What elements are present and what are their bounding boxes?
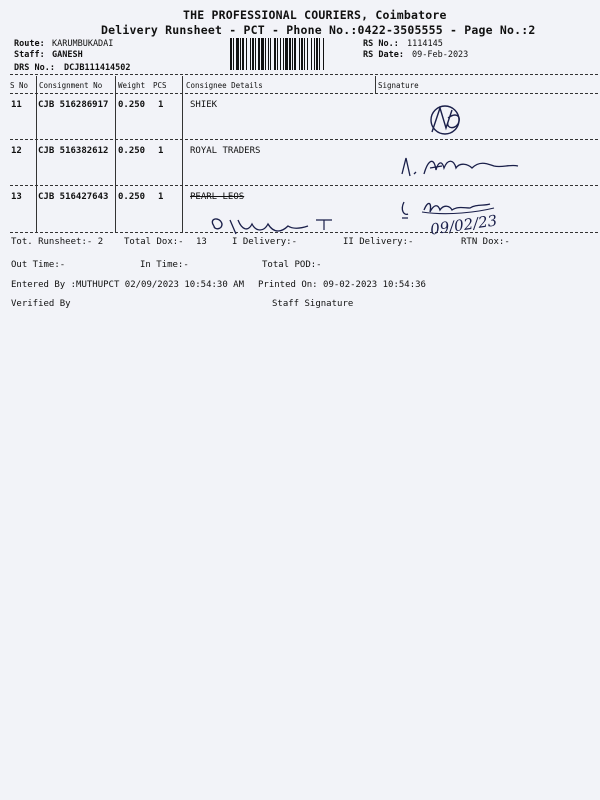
barcode-bar xyxy=(255,38,256,70)
signature-row-12 xyxy=(398,152,528,182)
row-pcs: 1 xyxy=(158,192,164,202)
barcode-bar xyxy=(252,38,254,70)
barcode-bar xyxy=(292,38,293,70)
i-delivery: I Delivery:- xyxy=(232,237,298,247)
total-dox-value: 13 xyxy=(196,237,207,247)
total-dox-label: Total Dox:- xyxy=(124,237,184,247)
row-consignee: SHIEK xyxy=(190,100,218,110)
barcode-bar xyxy=(270,38,271,70)
signature-scribble xyxy=(208,210,358,240)
row-consignee: ROYAL TRADERS xyxy=(190,146,261,156)
in-time: In Time:- xyxy=(140,260,189,270)
barcode-bar xyxy=(299,38,300,70)
barcode-bar xyxy=(261,38,264,70)
row-weight: 0.250 xyxy=(118,146,146,156)
row-consignee: PEARL LEOS xyxy=(190,192,245,202)
out-time: Out Time:- xyxy=(11,260,66,270)
barcode-bar xyxy=(236,38,239,70)
row-sno: 13 xyxy=(11,192,22,202)
barcode-bar xyxy=(258,38,260,70)
row-divider xyxy=(10,139,598,140)
rs-date-label: RS Date: xyxy=(363,50,404,60)
barcode-bar xyxy=(316,38,318,70)
col-consignment: Consignment No xyxy=(39,81,103,90)
rtn-dox: RTN Dox:- xyxy=(461,237,510,247)
runsheet-subtitle: Delivery Runsheet - PCT - Phone No.:0422-3505555 - Page No.:2 xyxy=(101,23,536,37)
barcode-bar xyxy=(311,38,312,70)
barcode-bar xyxy=(240,38,241,70)
col-signature: Signature xyxy=(378,81,419,90)
barcode-bar xyxy=(314,38,315,70)
barcode-image xyxy=(230,38,356,70)
handwritten-date: 09/02/23 xyxy=(429,211,499,239)
barcode-bar xyxy=(304,38,305,70)
staff-signature: Staff Signature xyxy=(272,299,354,309)
col-divider xyxy=(115,76,116,233)
row-consignment: CJB 516382612 xyxy=(38,146,109,156)
signature-row-11 xyxy=(418,102,488,142)
rs-no-label: RS No.: xyxy=(363,39,399,49)
barcode-bar xyxy=(268,38,269,70)
barcode-bar xyxy=(242,38,244,70)
row-pcs: 1 xyxy=(158,100,164,110)
staff-label: Staff: xyxy=(14,50,45,60)
barcode-bar xyxy=(277,38,278,70)
barcode-bar xyxy=(289,38,291,70)
col-divider xyxy=(375,76,376,94)
row-sno: 12 xyxy=(11,146,22,156)
barcode-bar xyxy=(283,38,284,70)
barcode-bar xyxy=(250,38,251,70)
drs-label: DRS No.: xyxy=(14,63,55,73)
rs-no-value: 1114145 xyxy=(407,39,443,49)
printed-on: Printed On: 09-02-2023 10:54:36 xyxy=(258,280,426,290)
header-divider-bottom xyxy=(10,93,598,94)
col-sno: S No xyxy=(10,81,29,90)
verified-by: Verified By xyxy=(11,299,71,309)
col-consignee: Consignee Details xyxy=(186,81,263,90)
entered-by: Entered By :MUTHUPCT 02/09/2023 10:54:30 AM xyxy=(11,280,244,290)
barcode-bar xyxy=(280,38,281,70)
barcode-bar xyxy=(307,38,308,70)
barcode-bar xyxy=(274,38,276,70)
row-pcs: 1 xyxy=(158,146,164,156)
ii-delivery: II Delivery:- xyxy=(343,237,414,247)
route-value: KARUMBUKADAI xyxy=(52,39,114,49)
barcode-bar xyxy=(294,38,296,70)
row-weight: 0.250 xyxy=(118,192,146,202)
barcode-bar xyxy=(246,38,247,70)
row-consignment: CJB 516286917 xyxy=(38,100,109,110)
barcode-bar xyxy=(319,38,320,70)
row-consignment: CJB 516427643 xyxy=(38,192,109,202)
total-pod: Total POD:- xyxy=(262,260,322,270)
barcode-bar xyxy=(233,38,234,70)
header-divider-top xyxy=(10,74,598,75)
col-divider xyxy=(36,76,37,233)
barcode-bar xyxy=(265,38,266,70)
row-divider xyxy=(10,185,598,186)
col-pcs: PCS xyxy=(153,81,167,90)
company-title: THE PROFESSIONAL COURIERS, Coimbatore xyxy=(183,8,447,22)
col-divider xyxy=(182,76,183,233)
route-label: Route: xyxy=(14,39,45,49)
barcode-bar xyxy=(230,38,232,70)
tot-runsheet: Tot. Runsheet:- 2 xyxy=(11,237,104,247)
row-sno: 11 xyxy=(11,100,22,110)
barcode-bar xyxy=(301,38,303,70)
rs-date-value: 09-Feb-2023 xyxy=(412,50,469,60)
barcode-bar xyxy=(323,38,324,70)
staff-value: GANESH xyxy=(52,50,83,60)
col-weight: Weight xyxy=(118,81,146,90)
drs-value: DCJB111414502 xyxy=(64,63,131,73)
barcode-bar xyxy=(285,38,288,70)
row-weight: 0.250 xyxy=(118,100,146,110)
